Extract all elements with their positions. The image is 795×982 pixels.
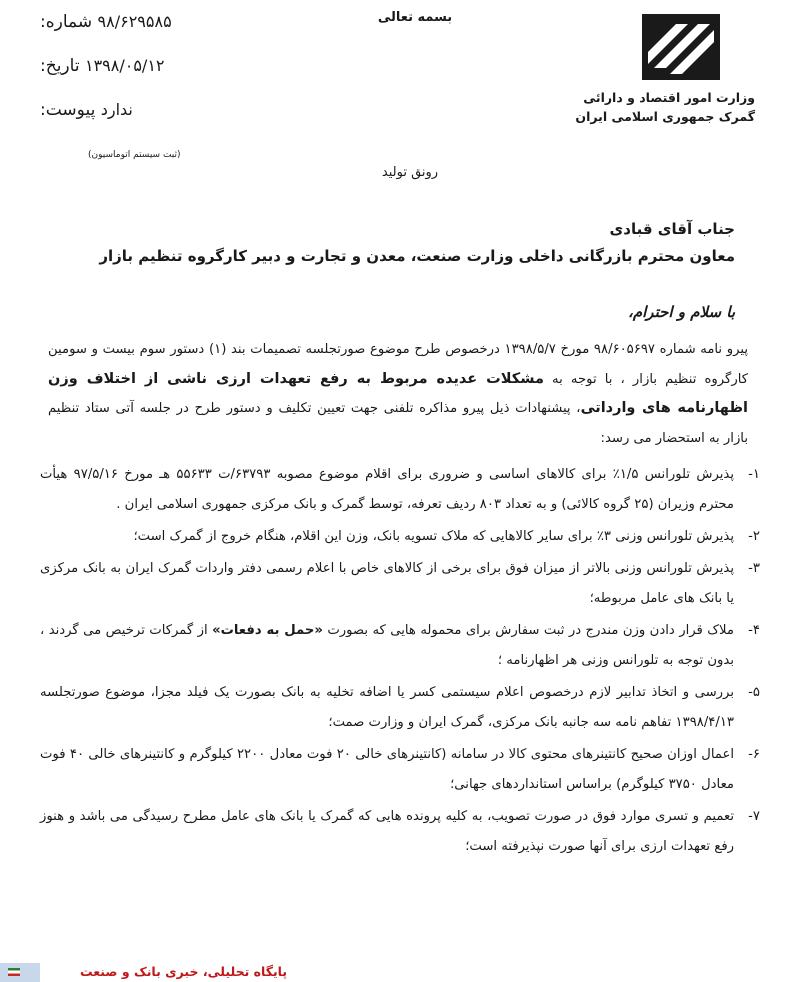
item-text: پذیرش تلورانس وزنی بالاتر از میزان فوق برای برخی از کالاهای خاص با اعلام رسمی دفتر واردات گمرک ایران به بانک مرکزی یا بانک های عامل مربوطه؛	[40, 561, 734, 606]
item-number: ۵-	[748, 685, 760, 700]
item-text: ملاک قرار دادن وزن مندرج در ثبت سفارش برای محموله هایی که بصورت	[322, 623, 734, 638]
intro-text-1: پیرو نامه شماره ۹۸/۶۰۵۶۹۷ مورخ ۱۳۹۸/۵/۷ درخصوص طرح موضوع صورتجلسه تصمیمات بند (۱) دستور سوم بیست و سومین کارگروه تنظیم بازار ، با توجه به	[48, 342, 748, 387]
system-note: (ثبت سیستم اتوماسیون)	[88, 150, 181, 160]
proposal-list	[40, 460, 760, 864]
item-number: ۶-	[748, 747, 760, 762]
item-number: ۳-	[748, 561, 760, 576]
item-number: ۲-	[748, 529, 760, 544]
org-name-ministry: وزارت امور اقتصاد و دارائی	[583, 90, 755, 105]
intro-emphasis: مشکلات عدیده مربوط به رفع تعهدات ارزی ناشی از اختلاف وزن اظهارنامه های وارداتی	[48, 370, 748, 416]
list-item	[40, 554, 760, 614]
cc-note: رونق تولید	[381, 165, 439, 180]
intro-paragraph	[48, 335, 748, 453]
list-item	[40, 460, 760, 520]
item-text-end: از گمرکات ترخیص می گردند ، بدون توجه به تلورانس وزنی هر اظهارنامه ؛	[40, 623, 734, 668]
item-number: ۴-	[748, 623, 760, 638]
date-label: تاریخ:	[40, 56, 80, 76]
date-value: ۱۳۹۸/۰۵/۱۲	[84, 56, 165, 75]
number-label: شماره:	[40, 12, 93, 32]
list-item	[40, 740, 760, 800]
item-text: پذیرش تلورانس ۱/۵٪ برای کالاهای اساسی و ضروری برای اقلام موضوع مصوبه ۶۳۷۹۳/ت ۵۵۶۳۳ هـ مورخ ۹۷/۵/۱۶ هیأت محترم وزیران (۲۵ گروه کالائی) و به تعداد ۸۰۳ ردیف تعرفه، توسط گمرک و بانک مرکزی جمهوری اسلامی ایران .	[40, 467, 734, 512]
org-name-customs: گمرک جمهوری اسلامی ایران	[575, 109, 755, 124]
attachment-label: پیوست:	[40, 100, 96, 120]
item-emphasis: «حمل به دفعات»	[212, 623, 323, 638]
list-item	[40, 802, 760, 862]
letter-number	[40, 12, 260, 32]
item-text: اعمال اوزان صحیح کانتینرهای محتوی کالا در سامانه (کانتینرهای خالی ۲۰ فوت معادل ۲۲۰۰ کیلوگرم و کانتینرهای خالی ۴۰ فوت معادل ۳۷۵۰ کیلوگرم) براساس استانداردهای جهانی؛	[40, 747, 734, 792]
addressee-title: معاون محترم بازرگانی داخلی وزارت صنعت، معدن و تجارت و دبیر کارگروه تنظیم بازار	[99, 247, 735, 265]
item-text: تعمیم و تسری موارد فوق در صورت تصویب، به کلیه پرونده هایی که گمرک یا بانک های عامل مطرح رسیدگی می باشد و هنوز رفع تعهدات ارزی برای آنها صورت نپذیرفته است؛	[40, 809, 734, 854]
list-item	[40, 678, 760, 738]
item-number: ۱-	[748, 467, 760, 482]
customs-logo-icon	[640, 12, 722, 82]
item-text: پذیرش تلورانس وزنی ۳٪ برای سایر کالاهایی که ملاک تسویه بانک، وزن این اقلام، هنگام خروج از گمرک است؛	[133, 529, 734, 544]
footer-bar	[0, 963, 40, 982]
list-item	[40, 522, 760, 552]
letter-attachment	[40, 100, 260, 120]
bismillah-heading: بسمه تعالی	[377, 10, 453, 25]
number-value: ۹۸/۶۲۹۵۸۵	[97, 12, 172, 31]
source-text: پایگاه تحلیلی، خبری بانک و صنعت	[80, 964, 288, 979]
list-item	[40, 616, 760, 676]
item-text: بررسی و اتخاذ تدابیر لازم درخصوص اعلام سیستمی کسر یا اضافه تخلیه به بانک بصورت یک فیلد مجزا، موضوع صورتجلسه ۱۳۹۸/۴/۱۳ تفاهم نامه سه جانبه بانک مرکزی، گمرک ایران و وزارت صمت؛	[40, 685, 734, 730]
attachment-value: ندارد	[100, 100, 133, 119]
flag-icon	[8, 968, 20, 976]
intro-text-2: ، پیشنهادات ذیل پیرو مذاکره تلفنی جهت تعیین تکلیف و دستور طرح در جلسه آتی ستاد تنظیم بازار به استحضار می رسد:	[48, 401, 748, 446]
item-number: ۷-	[748, 809, 760, 824]
letter-date	[40, 56, 260, 76]
source-footer	[0, 963, 795, 982]
addressee-name: جناب آقای قبادی	[609, 220, 735, 238]
greeting: با سلام و احترام،	[628, 303, 735, 321]
